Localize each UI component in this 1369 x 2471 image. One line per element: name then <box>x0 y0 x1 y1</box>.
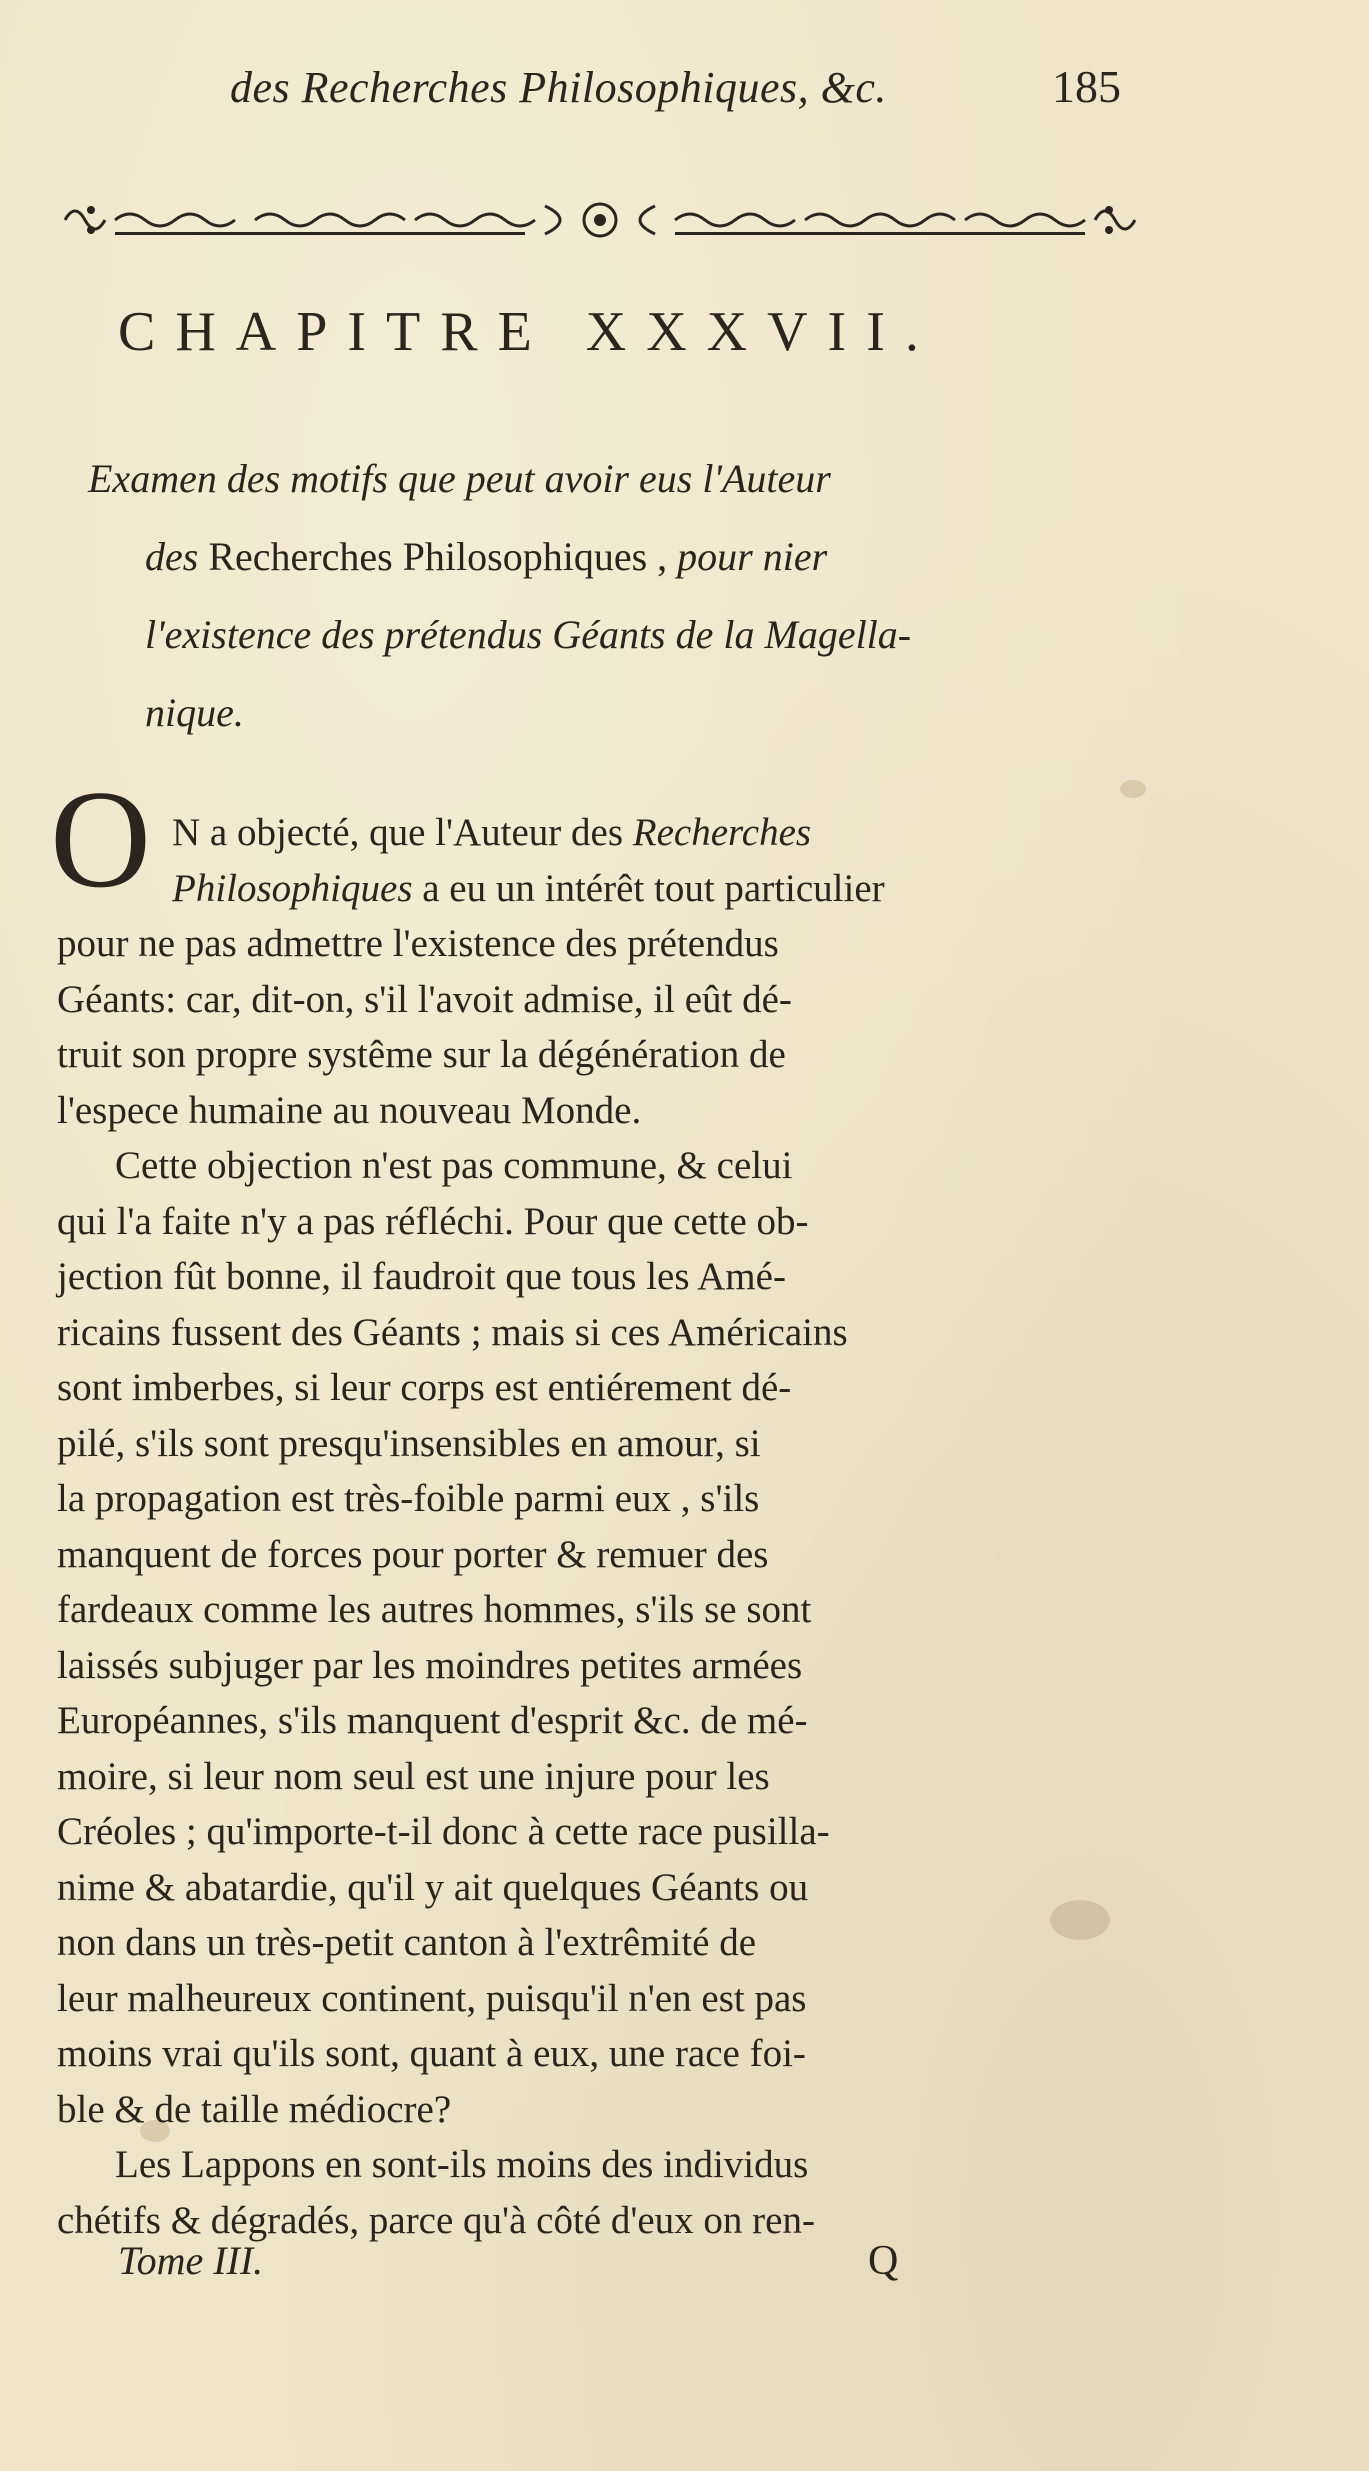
summary-text: , <box>647 534 678 579</box>
running-head: des Recherches Philosophiques, &c. <box>230 63 887 112</box>
text-line <box>57 1083 1137 1139</box>
text-line <box>57 972 1137 1028</box>
text-line <box>57 2137 1137 2193</box>
text-run: non dans un très-petit canton à l'extrêmité de <box>57 1921 757 1964</box>
signature-mark: Q <box>868 2238 899 2284</box>
text-run: l'espece humaine au nouveau Monde. <box>57 1088 642 1132</box>
text-line <box>57 1249 1137 1305</box>
page-number: 185 <box>1052 61 1121 112</box>
text-line <box>57 1971 1137 2027</box>
text-line <box>57 1027 1137 1083</box>
text-line <box>57 2026 1137 2082</box>
body-text <box>57 805 1137 2248</box>
text-run: laissés subjuger par les moindres petites armées <box>57 1643 803 1687</box>
summary-line <box>88 440 1168 518</box>
summary-text: pour nier <box>677 534 828 579</box>
text-line <box>57 1471 1137 1527</box>
paper-stain <box>1120 780 1146 798</box>
text-run: moire, si leur nom seul est une injure pour les <box>57 1754 770 1798</box>
text-line <box>57 1194 1137 1250</box>
text-line <box>57 1804 1137 1860</box>
text-run: ricains fussent des Géants ; mais si ces Américains <box>57 1310 848 1354</box>
text-line <box>57 1582 1137 1638</box>
text-run: pilé, s'ils sont presqu'insensibles en amour, si <box>57 1421 761 1465</box>
text-run: N a objecté, que l'Auteur des <box>172 811 633 854</box>
text-line <box>57 1749 1137 1805</box>
text-run: Les Lappons en sont-ils moins des individus <box>115 2143 809 2186</box>
text-line <box>57 861 1137 917</box>
summary-line <box>88 674 1168 752</box>
summary-text: nique. <box>145 690 244 735</box>
chapter-summary <box>88 440 1168 752</box>
summary-text: Recherches Philosophiques <box>208 534 648 579</box>
summary-line <box>88 518 1168 596</box>
text-run: qui l'a faite n'y a pas réfléchi. Pour que cette ob- <box>57 1199 809 1243</box>
text-run: truit son propre systême sur la dégénération de <box>57 1033 786 1076</box>
text-line <box>57 805 1137 861</box>
drop-cap: O <box>50 762 152 917</box>
text-line <box>57 1860 1137 1916</box>
text-line <box>57 1360 1137 1416</box>
text-line <box>57 1416 1137 1472</box>
text-run: Créoles ; qu'importe-t-il donc à cette race pusilla- <box>57 1810 830 1853</box>
text-run: leur malheureux continent, puisqu'il n'en est pas <box>57 1976 807 2020</box>
text-run: chétifs & dégradés, parce qu'à côté d'eux on ren- <box>57 2198 815 2242</box>
text-run: Philosophiques <box>172 866 413 910</box>
text-run: Géants: car, dit-on, s'il l'avoit admise, il eût dé- <box>57 977 792 1021</box>
chapter-heading: CHAPITRE XXXVII. <box>118 301 939 363</box>
text-run: sont imberbes, si leur corps est entiérement dé- <box>57 1366 792 1409</box>
text-line <box>57 916 1137 972</box>
text-run: pour ne pas admettre l'existence des prétendus <box>57 922 779 965</box>
text-run: manquent de forces pour porter & remuer des <box>57 1532 769 1576</box>
text-line <box>57 1527 1137 1583</box>
volume-label: Tome III. <box>118 2238 264 2283</box>
text-line <box>57 1138 1137 1194</box>
text-run: a eu un intérêt tout particulier <box>412 866 885 910</box>
text-run: ble & de taille médiocre? <box>57 2087 452 2131</box>
text-line <box>57 1693 1137 1749</box>
text-line <box>57 1305 1137 1361</box>
summary-text: Examen des motifs que peut avoir eus l'Auteur <box>88 456 831 501</box>
text-run: fardeaux comme les autres hommes, s'ils se sont <box>57 1588 812 1631</box>
text-line <box>57 1915 1137 1971</box>
ornamental-border-icon <box>55 192 1145 248</box>
text-run: Cette objection n'est pas commune, & celui <box>115 1144 793 1187</box>
text-line <box>57 1638 1137 1694</box>
text-run: la propagation est très-foible parmi eux , s'ils <box>57 1477 760 1520</box>
summary-text: des <box>145 534 209 579</box>
text-run: jection fût bonne, il faudroit que tous les Amé- <box>57 1255 786 1298</box>
text-run: Européannes, s'ils manquent d'esprit &c. de mé- <box>57 1699 808 1742</box>
text-run: nime & abatardie, qu'il y ait quelques Géants ou <box>57 1865 809 1909</box>
text-run: moins vrai qu'ils sont, quant à eux, une race foi- <box>57 2032 806 2075</box>
summary-line <box>88 596 1168 674</box>
text-line <box>57 2082 1137 2138</box>
summary-text: l'existence des prétendus Géants de la Magella- <box>145 612 912 657</box>
text-run: Recherches <box>632 811 812 854</box>
